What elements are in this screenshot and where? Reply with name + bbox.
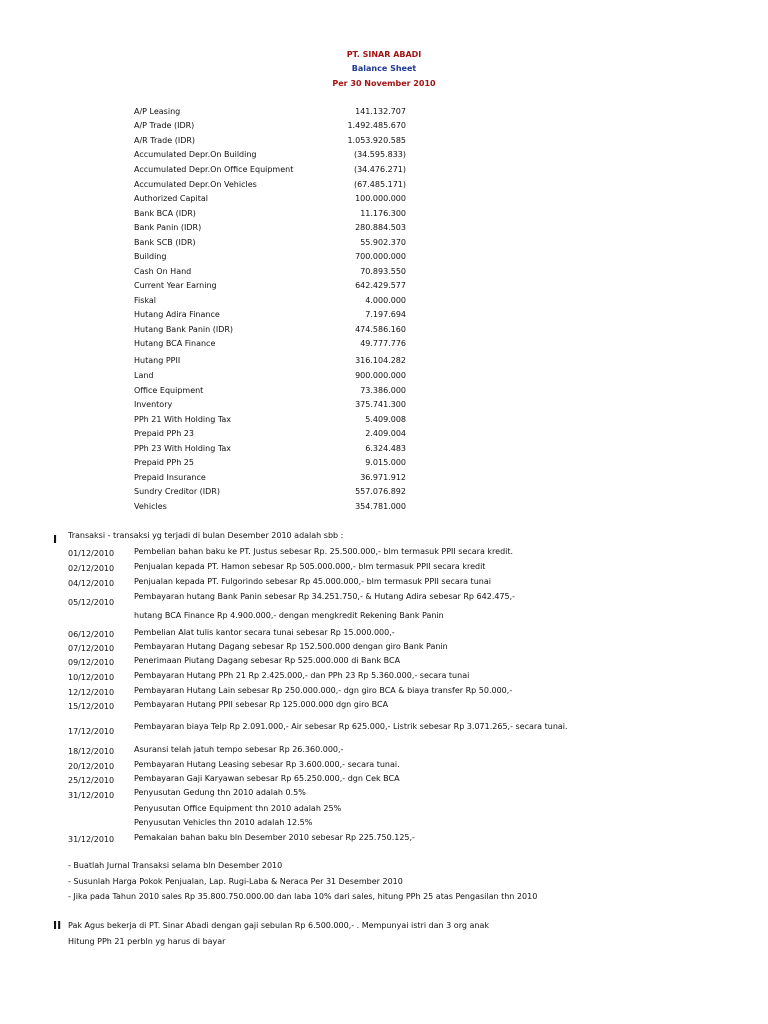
account-amount: 7.197.694 bbox=[365, 310, 406, 319]
account-row bbox=[0, 415, 768, 429]
account-row bbox=[0, 252, 768, 266]
account-row bbox=[0, 296, 768, 310]
account-name: Cash On Hand bbox=[134, 267, 192, 276]
account-name: Prepaid Insurance bbox=[134, 473, 206, 482]
account-amount: 55.902.370 bbox=[360, 238, 406, 247]
transaction-date: 04/12/2010 bbox=[68, 579, 115, 588]
account-amount: 375.741.300 bbox=[355, 400, 406, 409]
account-amount: 70.893.550 bbox=[360, 267, 406, 276]
account-amount: 100.000.000 bbox=[355, 194, 406, 203]
account-amount: 700.000.000 bbox=[355, 252, 406, 261]
account-amount: (67.485.171) bbox=[353, 180, 406, 189]
account-row bbox=[0, 371, 768, 385]
report-period: Per 30 November 2010 bbox=[332, 79, 436, 88]
account-name: Accumulated Depr.On Building bbox=[134, 150, 257, 159]
account-amount: 141.132.707 bbox=[355, 107, 406, 116]
account-row bbox=[0, 223, 768, 237]
account-row bbox=[0, 238, 768, 252]
transaction-description: Pembelian Alat tulis kantor secara tunai sebesar Rp 15.000.000,- bbox=[134, 628, 395, 637]
account-name: Prepaid PPh 25 bbox=[134, 458, 194, 467]
account-row bbox=[0, 400, 768, 414]
transaction-description: Pembayaran Gaji Karyawan sebesar Rp 65.250.000,- dgn Cek BCA bbox=[134, 774, 400, 783]
section-2-line: Hitung PPh 21 perbln yg harus di bayar bbox=[68, 937, 226, 946]
account-amount: 900.000.000 bbox=[355, 371, 406, 380]
account-amount: 9.015.000 bbox=[365, 458, 406, 467]
transaction-description: Pembayaran Hutang Dagang sebesar Rp 152.500.000 dengan giro Bank Panin bbox=[134, 642, 448, 651]
account-amount: (34.476.271) bbox=[353, 165, 406, 174]
transaction-description: Penyusutan Office Equipment thn 2010 adalah 25% bbox=[134, 804, 342, 813]
transaction-date: 12/12/2010 bbox=[68, 688, 115, 697]
account-row bbox=[0, 209, 768, 223]
account-row bbox=[0, 107, 768, 121]
account-row bbox=[0, 136, 768, 150]
account-row bbox=[0, 180, 768, 194]
transaction-description: Penerimaan Piutang Dagang sebesar Rp 525.000.000 di Bank BCA bbox=[134, 656, 401, 665]
account-name: Prepaid PPh 23 bbox=[134, 429, 194, 438]
account-name: Hutang BCA Finance bbox=[134, 339, 216, 348]
account-row bbox=[0, 310, 768, 324]
account-amount: (34.595.833) bbox=[353, 150, 406, 159]
account-row bbox=[0, 281, 768, 295]
transaction-date: 05/12/2010 bbox=[68, 598, 115, 607]
transaction-description: Pembayaran biaya Telp Rp 2.091.000,- Air sebesar Rp 625.000,- Listrik sebesar Rp 3.071.265,- secara tunai. bbox=[134, 722, 568, 731]
transaction-description: Pemakaian bahan baku bln Desember 2010 sebesar Rp 225.750.125,- bbox=[134, 833, 415, 842]
transaction-description: Pembayaran Hutang Leasing sebesar Rp 3.600.000,- secara tunai. bbox=[134, 760, 400, 769]
account-name: Sundry Creditor (IDR) bbox=[134, 487, 220, 496]
account-name: A/P Leasing bbox=[134, 107, 181, 116]
account-amount: 280.884.503 bbox=[355, 223, 406, 232]
section-marker: II bbox=[53, 919, 62, 932]
account-amount: 36.971.912 bbox=[360, 473, 406, 482]
account-name: Building bbox=[134, 252, 167, 261]
account-amount: 73.386.000 bbox=[360, 386, 406, 395]
account-row bbox=[0, 473, 768, 487]
report-title: Balance Sheet bbox=[351, 64, 417, 73]
account-amount: 474.586.160 bbox=[355, 325, 406, 334]
account-amount: 11.176.300 bbox=[360, 209, 406, 218]
transaction-description: Penjualan kepada PT. Fulgorindo sebesar Rp 45.000.000,- blm termasuk PPII secara tunai bbox=[134, 577, 491, 586]
account-amount: 316.104.282 bbox=[355, 356, 406, 365]
transaction-description: hutang BCA Finance Rp 4.900.000,- dengan mengkredit Rekening Bank Panin bbox=[134, 611, 444, 620]
account-name: Accumulated Depr.On Office Equipment bbox=[134, 165, 294, 174]
account-name: Accumulated Depr.On Vehicles bbox=[134, 180, 257, 189]
account-amount: 354.781.000 bbox=[355, 502, 406, 511]
account-row bbox=[0, 458, 768, 472]
account-name: Inventory bbox=[134, 400, 173, 409]
task-item: - Buatlah Jurnal Transaksi selama bln Desember 2010 bbox=[68, 861, 283, 870]
account-row bbox=[0, 386, 768, 400]
account-row bbox=[0, 121, 768, 135]
transaction-date: 15/12/2010 bbox=[68, 702, 115, 711]
section-2-line: Pak Agus bekerja di PT. Sinar Abadi dengan gaji sebulan Rp 6.500.000,- . Mempunyai istri dan 3 org anak bbox=[68, 921, 489, 930]
account-name: PPh 21 With Holding Tax bbox=[134, 415, 232, 424]
account-row bbox=[0, 502, 768, 516]
transaction-description: Pembayaran hutang Bank Panin sebesar Rp 34.251.750,- & Hutang Adira sebesar Rp 642.475,- bbox=[134, 592, 516, 601]
transaction-description: Pembelian bahan baku ke PT. Justus sebesar Rp. 25.500.000,- blm termasuk PPII secara kredit. bbox=[134, 547, 514, 556]
transaction-date: 20/12/2010 bbox=[68, 762, 115, 771]
account-name: Vehicles bbox=[134, 502, 167, 511]
account-name: A/P Trade (IDR) bbox=[134, 121, 195, 130]
account-name: Bank Panin (IDR) bbox=[134, 223, 202, 232]
account-row bbox=[0, 165, 768, 179]
account-amount: 2.409.004 bbox=[365, 429, 406, 438]
account-name: Hutang Adira Finance bbox=[134, 310, 220, 319]
transaction-description: Asuransi telah jatuh tempo sebesar Rp 26.360.000,- bbox=[134, 745, 344, 754]
account-name: Land bbox=[134, 371, 154, 380]
transaction-date: 10/12/2010 bbox=[68, 673, 115, 682]
account-row bbox=[0, 356, 768, 370]
account-row bbox=[0, 339, 768, 353]
account-amount: 1.492.485.670 bbox=[347, 121, 406, 130]
account-row bbox=[0, 444, 768, 458]
account-name: Current Year Earning bbox=[134, 281, 217, 290]
account-name: Office Equipment bbox=[134, 386, 204, 395]
section-intro: Transaksi - transaksi yg terjadi di bulan Desember 2010 adalah sbb : bbox=[68, 531, 344, 540]
task-item: - Jika pada Tahun 2010 sales Rp 35.800.750.000.00 dan laba 10% dari sales, hitung PPh 25 atas Pengasilan thn 2010 bbox=[68, 892, 538, 901]
account-row bbox=[0, 150, 768, 164]
account-name: A/R Trade (IDR) bbox=[134, 136, 196, 145]
transaction-date: 25/12/2010 bbox=[68, 776, 115, 785]
account-name: Hutang Bank Panin (IDR) bbox=[134, 325, 234, 334]
transaction-date: 02/12/2010 bbox=[68, 564, 115, 573]
company-name: PT. SINAR ABADI bbox=[346, 50, 422, 59]
account-amount: 557.076.892 bbox=[355, 487, 406, 496]
transaction-description: Pembayaran Hutang Lain sebesar Rp 250.000.000,- dgn giro BCA & biaya transfer Rp 50.000,- bbox=[134, 686, 513, 695]
account-name: Bank SCB (IDR) bbox=[134, 238, 196, 247]
transaction-description: Penyusutan Vehicles thn 2010 adalah 12.5% bbox=[134, 818, 313, 827]
account-name: Bank BCA (IDR) bbox=[134, 209, 196, 218]
account-row bbox=[0, 267, 768, 281]
task-item: - Susunlah Harga Pokok Penjualan, Lap. Rugi-Laba & Neraca Per 31 Desember 2010 bbox=[68, 877, 403, 886]
transaction-date: 01/12/2010 bbox=[68, 549, 115, 558]
account-name: Authorized Capital bbox=[134, 194, 208, 203]
account-amount: 6.324.483 bbox=[365, 444, 406, 453]
transaction-date: 31/12/2010 bbox=[68, 791, 115, 800]
account-row bbox=[0, 194, 768, 208]
transaction-description: Pembayaran Hutang PPII sebesar Rp 125.000.000 dgn giro BCA bbox=[134, 700, 389, 709]
transaction-date: 18/12/2010 bbox=[68, 747, 115, 756]
transaction-date: 06/12/2010 bbox=[68, 630, 115, 639]
transaction-description: Pembayaran Hutang PPh 21 Rp 2.425.000,- dan PPh 23 Rp 5.360.000,- secara tunai bbox=[134, 671, 470, 680]
transaction-date: 07/12/2010 bbox=[68, 644, 115, 653]
transaction-date: 31/12/2010 bbox=[68, 835, 115, 844]
account-amount: 4.000.000 bbox=[365, 296, 406, 305]
account-amount: 642.429.577 bbox=[355, 281, 406, 290]
transaction-description: Penjualan kepada PT. Hamon sebesar Rp 505.000.000,- blm termasuk PPII secara kredit bbox=[134, 562, 486, 571]
account-row bbox=[0, 429, 768, 443]
account-name: Hutang PPII bbox=[134, 356, 181, 365]
account-name: PPh 23 With Holding Tax bbox=[134, 444, 232, 453]
transaction-date: 09/12/2010 bbox=[68, 658, 115, 667]
transaction-description: Penyusutan Gedung thn 2010 adalah 0.5% bbox=[134, 788, 306, 797]
account-amount: 49.777.776 bbox=[360, 339, 406, 348]
account-row bbox=[0, 325, 768, 339]
section-marker: I bbox=[53, 533, 58, 546]
transaction-date: 17/12/2010 bbox=[68, 727, 115, 736]
account-amount: 5.409.008 bbox=[365, 415, 406, 424]
account-row bbox=[0, 487, 768, 501]
account-name: Fiskal bbox=[134, 296, 157, 305]
account-amount: 1.053.920.585 bbox=[347, 136, 406, 145]
